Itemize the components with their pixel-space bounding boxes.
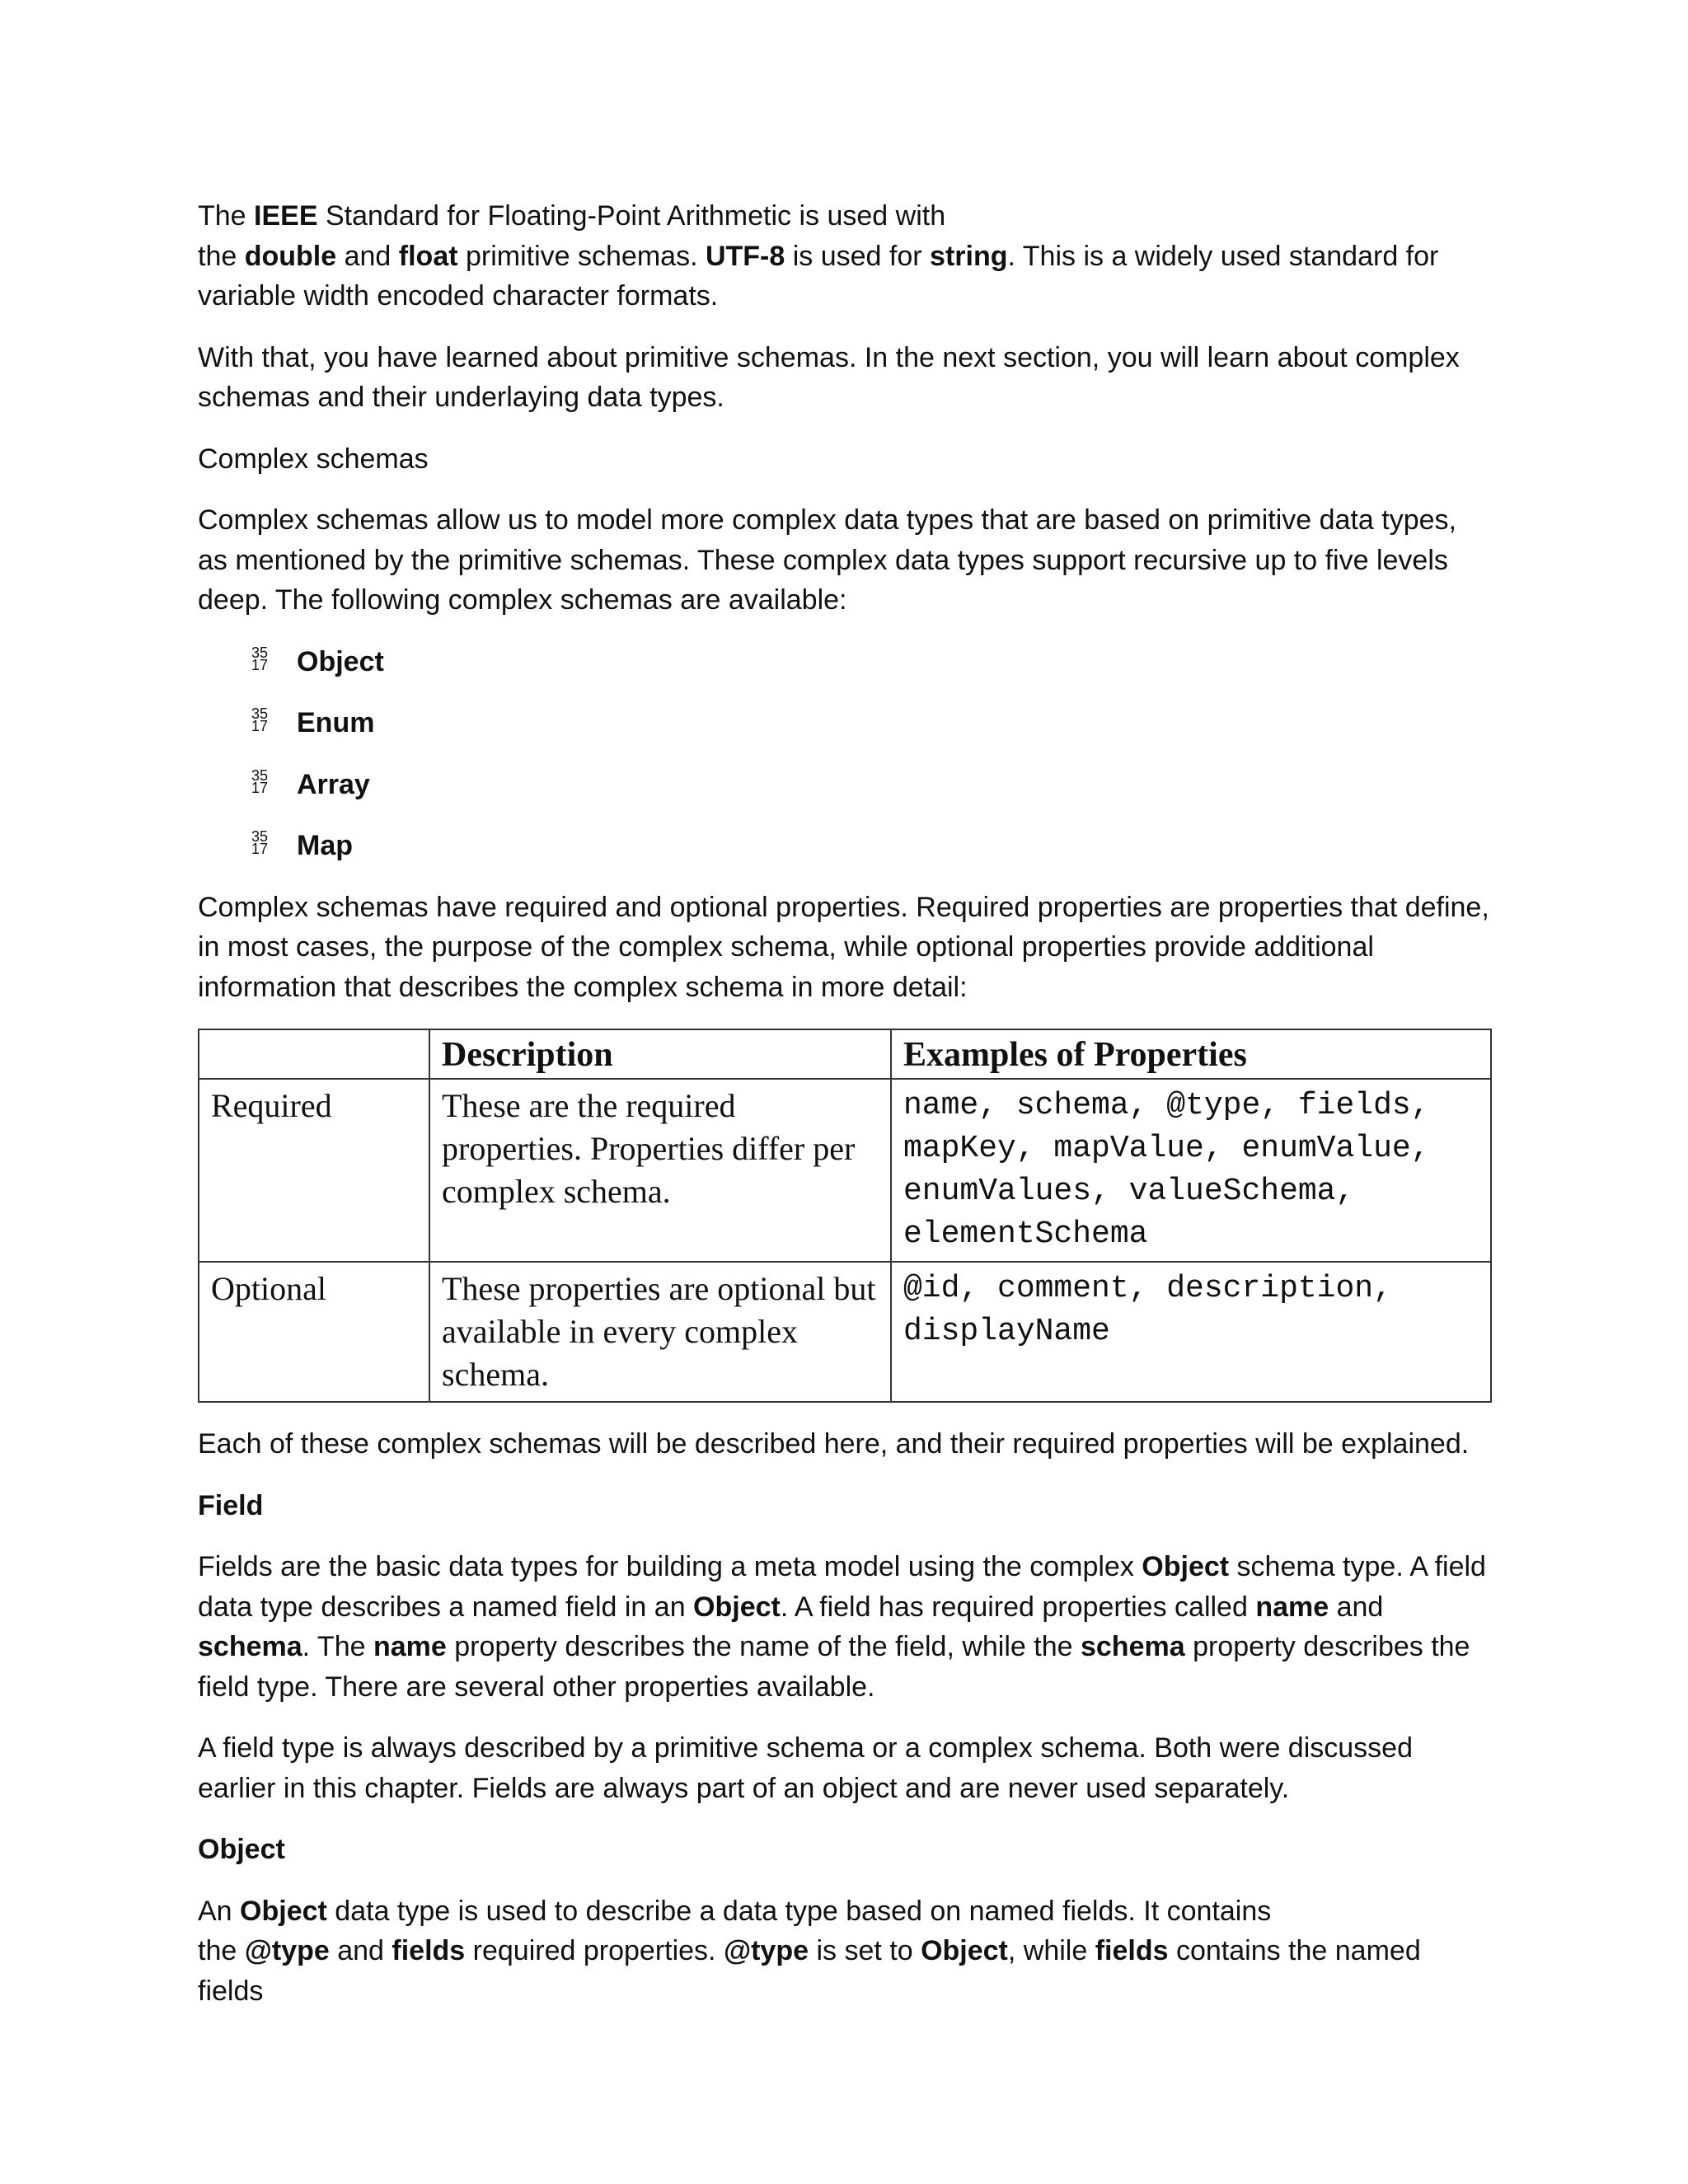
- paragraph-primitive-summary: With that, you have learned about primitive schemas. In the next section, you will learn about complex schemas and their underlaying data types.: [198, 341, 1460, 413]
- paragraph-required-optional: Complex schemas have required and optional properties. Required properties are properties that define, in most cases, the purpose of the complex schema, while optional properties provide additional information that describes the complex schema in more detail:: [198, 891, 1489, 1003]
- bullet-marker-icon: [247, 644, 272, 673]
- text-span: schema type. A field data type describes a named field in an: [198, 1551, 1486, 1623]
- text-span: is used for: [785, 240, 931, 272]
- bold-term: string: [930, 240, 1008, 272]
- list-item: [198, 642, 1492, 682]
- bold-term: name: [373, 1631, 447, 1662]
- marker-top: 35: [251, 766, 269, 784]
- list-item-label: Object: [297, 645, 384, 677]
- list-item: [198, 826, 1492, 866]
- table-header-cell: Description: [429, 1029, 891, 1079]
- bold-term: name: [1255, 1591, 1329, 1623]
- complex-schema-list: [198, 642, 1492, 866]
- bold-term: Object: [240, 1895, 327, 1927]
- table-header-row: [199, 1029, 1491, 1079]
- text-span: property describes the field type. There are several other properties available.: [198, 1631, 1470, 1703]
- bold-term: @type: [244, 1935, 330, 1966]
- text-span: The: [198, 200, 255, 232]
- list-item: [198, 703, 1492, 743]
- heading-field: Field: [198, 1489, 264, 1521]
- bold-term: IEEE: [254, 200, 318, 232]
- row-label: Optional: [199, 1262, 429, 1402]
- bold-term: UTF-8: [705, 240, 785, 272]
- paragraph-complex-intro: Complex schemas allow us to model more complex data types that are based on primitive data types, as mentioned by the primitive schemas. These complex data types support recursive up to five levels deep. The following complex schemas are available:: [198, 504, 1456, 616]
- text-span: the: [198, 1935, 245, 1966]
- paragraph-field-type: A field type is always described by a primitive schema or a complex schema. Both were discussed earlier in this chapter. Fields are always part of an object and are never used separately.: [198, 1732, 1413, 1804]
- text-span: the: [198, 240, 245, 272]
- bold-term: Object: [693, 1591, 781, 1623]
- marker-top: 35: [251, 644, 269, 661]
- bold-term: schema: [1080, 1631, 1185, 1662]
- table-header-cell: [199, 1029, 429, 1079]
- text-span: is set to: [809, 1935, 921, 1966]
- properties-table: [198, 1029, 1492, 1403]
- list-item: [198, 765, 1492, 805]
- text-span: primitive schemas.: [457, 240, 706, 272]
- text-span: required properties.: [465, 1935, 724, 1966]
- paragraph-object-intro: [198, 1891, 1492, 2012]
- text-span: and: [1329, 1591, 1384, 1623]
- bold-term: fields: [1095, 1935, 1169, 1966]
- marker-top: 35: [251, 828, 269, 845]
- bold-term: double: [244, 240, 337, 272]
- row-examples: name, schema, @type, fields, mapKey, mapValue, enumValue, enumValues, valueSchema, elementSchema: [891, 1079, 1491, 1262]
- text-span: property describes the name of the field, while the: [446, 1631, 1081, 1662]
- row-description: These properties are optional but available in every complex schema.: [429, 1262, 891, 1402]
- table-row: [199, 1079, 1491, 1262]
- document-page: [198, 196, 1492, 2032]
- bullet-marker-icon: [247, 828, 272, 857]
- row-examples: @id, comment, description, displayName: [891, 1262, 1491, 1402]
- text-span: An: [198, 1895, 241, 1927]
- bold-term: @type: [723, 1935, 809, 1966]
- text-span: Fields are the basic data types for building a meta model using the complex: [198, 1551, 1142, 1582]
- paragraph-field-intro: [198, 1547, 1492, 1707]
- table-row: [199, 1262, 1491, 1402]
- text-span: . This is a widely used standard for variable width encoded character formats.: [198, 240, 1439, 312]
- bold-term: schema: [198, 1631, 302, 1662]
- paragraph-ieee: [198, 196, 1492, 316]
- marker-bottom: 17: [251, 779, 269, 796]
- marker-top: 35: [251, 705, 269, 722]
- heading-object: Object: [198, 1834, 285, 1865]
- row-label: Required: [199, 1079, 429, 1262]
- bullet-marker-icon: [247, 766, 272, 796]
- row-description: These are the required properties. Properties differ per complex schema.: [429, 1079, 891, 1262]
- text-span: . The: [302, 1631, 373, 1662]
- text-span: Standard for Floating-Point Arithmetic is used with: [317, 200, 946, 232]
- bold-term: Object: [921, 1935, 1008, 1966]
- text-span: and: [329, 1935, 392, 1966]
- text-span: . A field has required properties called: [780, 1591, 1256, 1623]
- bold-term: Object: [1142, 1551, 1230, 1582]
- list-item-label: Enum: [297, 707, 375, 738]
- bullet-marker-icon: [247, 705, 272, 734]
- heading-complex-schemas: Complex schemas: [198, 443, 429, 475]
- bold-term: float: [398, 240, 458, 272]
- marker-bottom: 17: [251, 841, 269, 857]
- text-span: data type is used to describe a data type based on named fields. It contains: [326, 1895, 1272, 1927]
- list-item-label: Map: [297, 830, 353, 861]
- marker-bottom: 17: [251, 718, 269, 734]
- list-item-label: Array: [297, 768, 370, 800]
- text-span: contains the named fields: [198, 1935, 1421, 2007]
- marker-bottom: 17: [251, 656, 269, 673]
- table-header-cell: Examples of Properties: [891, 1029, 1491, 1079]
- paragraph-each-described: Each of these complex schemas will be described here, and their required properties will be explained.: [198, 1428, 1470, 1460]
- text-span: and: [336, 240, 399, 272]
- text-span: , while: [1007, 1935, 1095, 1966]
- bold-term: fields: [392, 1935, 466, 1966]
